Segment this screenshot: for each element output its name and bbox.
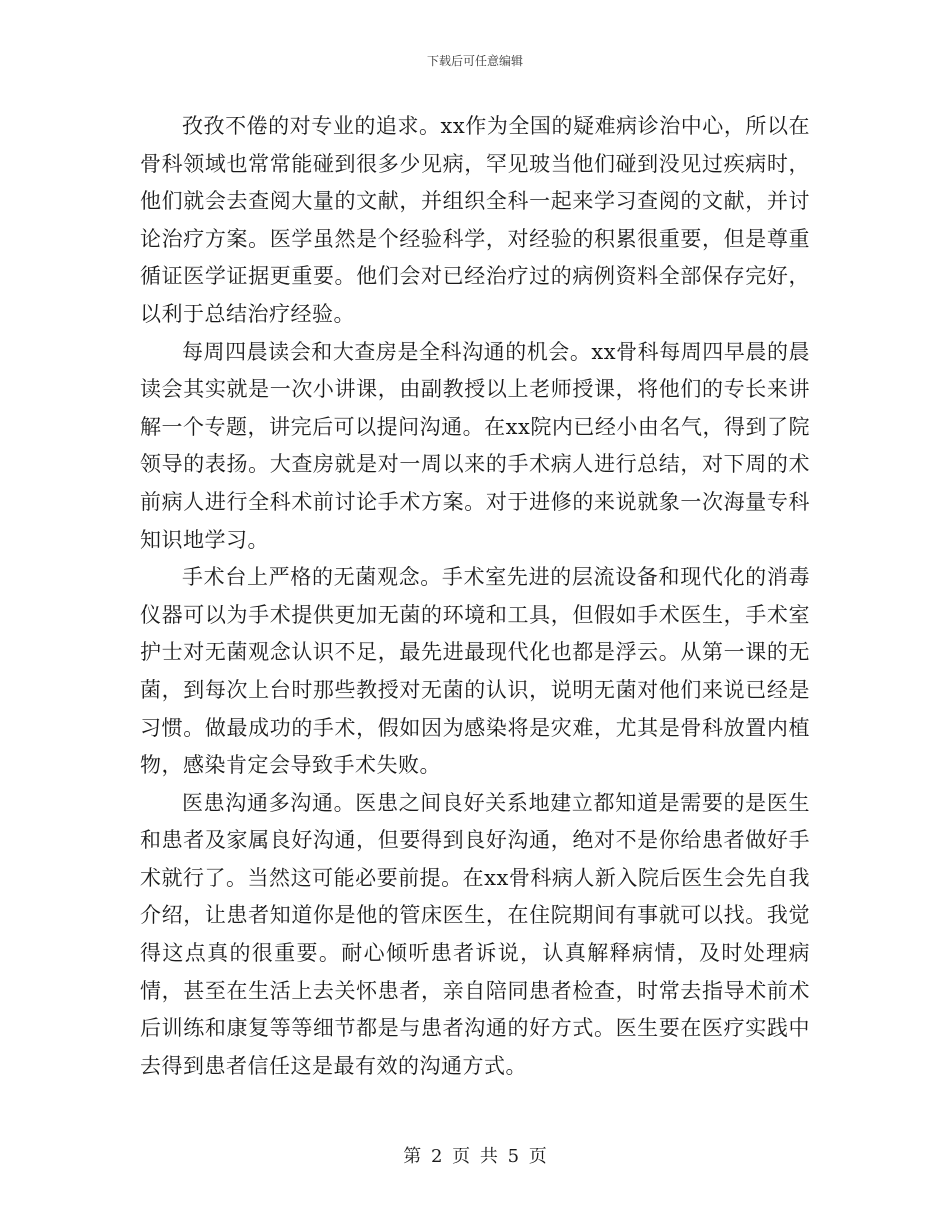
paragraph-professional-pursuit: 孜孜不倦的对专业的追求。xx作为全国的疑难病诊治中心，所以在骨科领域也常常能碰到很多少见病，罕见玻当他们碰到没见过疾病时，他们就会去查阅大量的文献，并组织全科一起来学习查阅的文献，并讨论治疗方案。医学虽然是个经验科学，对经验的积累很重要，但是尊重循证医学证据更重要。他们会对已经治疗过的病例资料全部保存完好，以利于总结治疗经验。	[140, 114, 810, 326]
page-number-footer: 第 2 页 共 5 页	[403, 1146, 547, 1167]
paragraph-morning-meeting: 每周四晨读会和大查房是全科沟通的机会。xx骨科每周四早晨的晨读会其实就是一次小讲课，由副教授以上老师授课，将他们的专长来讲解一个专题，讲完后可以提问沟通。在xx院内已经小由名气，得到了院领导的表扬。大查房就是对一周以来的手术病人进行总结，对下周的术前病人进行全科术前讨论手术方案。对于进修的来说就象一次海量专科知识地学习。	[140, 339, 810, 552]
paragraph-sterile-concept: 手术台上严格的无菌观念。手术室先进的层流设备和现代化的消毒仪器可以为手术提供更加无菌的环境和工具，但假如手术医生，手术室护士对无菌观念认识不足，最先进最现代化也都是浮云。从第一课的无菌，到每次上台时那些教授对无菌的认识，说明无菌对他们来说已经是习惯。做最成功的手术，假如因为感染将是灾难，尤其是骨科放置内植物，感染肯定会导致手术失败。	[140, 565, 810, 778]
paragraph-doctor-patient-communication: 医患沟通多沟通。医患之间良好关系地建立都知道是需要的是医生和患者及家属良好沟通，但要得到良好沟通，绝对不是你给患者做好手术就行了。当然这可能必要前提。在xx骨科病人新入院后医生会先自我介绍，让患者知道你是他的管床医生，在住院期间有事就可以找。我觉得这点真的很重要。耐心倾听患者诉说，认真解释病情，及时处理病情，甚至在生活上去关怀患者，亲自陪同患者检查，时常去指导术前术后训练和康复等等细节都是与患者沟通的好方式。医生要在医疗实践中去得到患者信任这是最有效的沟通方式。	[140, 790, 810, 1078]
page-header: 下载后可任意编辑	[426, 54, 523, 68]
document-body	[140, 108, 810, 1085]
